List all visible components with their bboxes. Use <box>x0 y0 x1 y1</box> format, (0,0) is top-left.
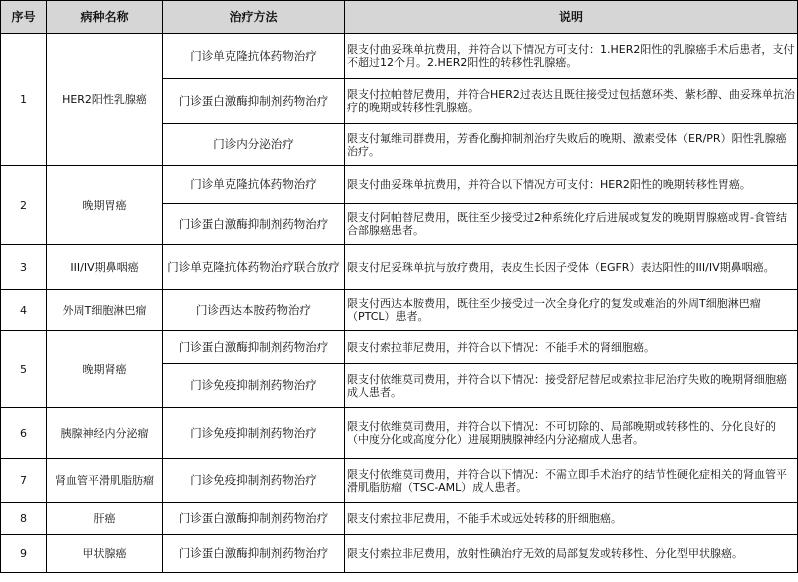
description: 限支付索拉菲尼费用，并符合以下情况：不能手术的肾细胞癌。 <box>345 331 798 364</box>
description: 限支付氟维司群费用，芳香化酶抑制剂治疗失败后的晚期、激素受体（ER/PR）阳性乳腺癌治疗。 <box>345 124 798 166</box>
description: 限支付索拉非尼费用，不能手术或远处转移的肝细胞癌。 <box>345 503 798 535</box>
row-number: 5 <box>1 331 47 408</box>
header-desc: 说明 <box>345 1 798 34</box>
table-row <box>1 166 798 204</box>
disease-name: HER2阳性乳腺癌 <box>47 34 163 166</box>
row-number: 9 <box>1 535 47 573</box>
treatment-method: 门诊免疫抑制剂药物治疗 <box>163 459 345 503</box>
table-row <box>1 535 798 573</box>
table-row <box>1 290 798 331</box>
treatment-method: 门诊免疫抑制剂药物治疗 <box>163 408 345 459</box>
treatment-method: 门诊蛋白激酶抑制剂药物治疗 <box>163 79 345 124</box>
disease-name: 肝癌 <box>47 503 163 535</box>
description: 限支付阿帕替尼费用，既往至少接受过2种系统化疗后进展或复发的晚期胃腺癌或胃-食管结合部腺癌患者。 <box>345 204 798 245</box>
disease-name: 胰腺神经内分泌瘤 <box>47 408 163 459</box>
row-number: 2 <box>1 166 47 245</box>
table-row <box>1 245 798 290</box>
row-number: 6 <box>1 408 47 459</box>
treatment-method: 门诊单克隆抗体药物治疗 <box>163 34 345 79</box>
table-row <box>1 459 798 503</box>
treatment-method: 门诊西达本胺药物治疗 <box>163 290 345 331</box>
header-disease: 病种名称 <box>47 1 163 34</box>
disease-name: III/IV期鼻咽癌 <box>47 245 163 290</box>
disease-name: 肾血管平滑肌脂肪瘤 <box>47 459 163 503</box>
description: 限支付曲妥珠单抗费用，并符合以下情况方可支付：HER2阳性的晚期转移性胃癌。 <box>345 166 798 204</box>
treatment-method: 门诊蛋白激酶抑制剂药物治疗 <box>163 535 345 573</box>
description: 限支付尼妥珠单抗与放疗费用，表皮生长因子受体（EGFR）表达阳性的III/IV期鼻咽癌。 <box>345 245 798 290</box>
treatment-method: 门诊蛋白激酶抑制剂药物治疗 <box>163 503 345 535</box>
description: 限支付曲妥珠单抗费用，并符合以下情况方可支付：1.HER2阳性的乳腺癌手术后患者，支付不超过12个月。2.HER2阳性的转移性乳腺癌。 <box>345 34 798 79</box>
disease-name: 晚期胃癌 <box>47 166 163 245</box>
row-number: 4 <box>1 290 47 331</box>
header-method: 治疗方法 <box>163 1 345 34</box>
treatment-method: 门诊单克隆抗体药物治疗联合放疗 <box>163 245 345 290</box>
treatment-method: 门诊内分泌治疗 <box>163 124 345 166</box>
table-row <box>1 503 798 535</box>
header-no: 序号 <box>1 1 47 34</box>
description: 限支付依维莫司费用，并符合以下情况：不可切除的、局部晚期或转移性的、分化良好的（中度分化或高度分化）进展期胰腺神经内分泌瘤成人患者。 <box>345 408 798 459</box>
row-number: 3 <box>1 245 47 290</box>
row-number: 8 <box>1 503 47 535</box>
treatment-method: 门诊蛋白激酶抑制剂药物治疗 <box>163 204 345 245</box>
row-number: 1 <box>1 34 47 166</box>
header-row <box>1 1 798 34</box>
treatment-method: 门诊免疫抑制剂药物治疗 <box>163 364 345 408</box>
table-row <box>1 34 798 79</box>
table-row <box>1 408 798 459</box>
treatment-method: 门诊单克隆抗体药物治疗 <box>163 166 345 204</box>
description: 限支付依维莫司费用，并符合以下情况：不需立即手术治疗的结节性硬化症相关的肾血管平滑肌脂肪瘤（TSC-AML）成人患者。 <box>345 459 798 503</box>
description: 限支付索拉非尼费用，放射性碘治疗无效的局部复发或转移性、分化型甲状腺癌。 <box>345 535 798 573</box>
treatment-method: 门诊蛋白激酶抑制剂药物治疗 <box>163 331 345 364</box>
disease-name: 外周T细胞淋巴瘤 <box>47 290 163 331</box>
disease-name: 晚期肾癌 <box>47 331 163 408</box>
description: 限支付西达本胺费用，既往至少接受过一次全身化疗的复发或难治的外周T细胞淋巴瘤（PTCL）患者。 <box>345 290 798 331</box>
description: 限支付拉帕替尼费用，并符合HER2过表达且既往接受过包括蒽环类、紫杉醇、曲妥珠单抗治疗的晚期或转移性乳腺癌。 <box>345 79 798 124</box>
row-number: 7 <box>1 459 47 503</box>
table-row <box>1 331 798 364</box>
disease-name: 甲状腺癌 <box>47 535 163 573</box>
description: 限支付依维莫司费用，并符合以下情况：接受舒尼替尼或索拉非尼治疗失败的晚期肾细胞癌成人患者。 <box>345 364 798 408</box>
